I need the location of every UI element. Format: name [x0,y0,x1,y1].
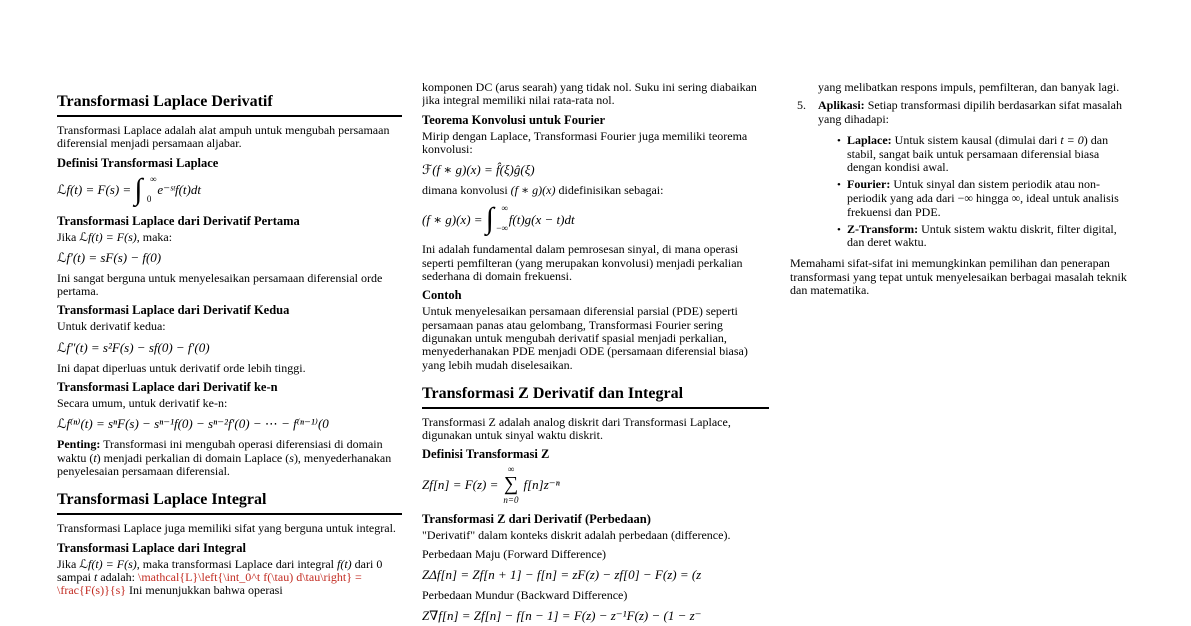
bold-label: Penting: [57,437,101,452]
formula-first-derivative: ℒf′(t) = sF(s) − f(0) [57,249,162,265]
text-run: ), menyederhanakan penyelesaian persamaan diferensial. [57,450,392,478]
formula-convolution-integral [422,202,769,236]
text-run: Jika [57,229,80,244]
transform-bullet-list [837,134,1135,250]
paragraph-integral-intro: Transformasi Laplace juga memiliki sifat yang berguna untuk integral. [57,521,396,536]
integral-icon: ∫ [134,172,143,206]
formula-z-definition [422,464,769,505]
text-run: ) dan stabil, sangat baik untuk persamaan diferensial biasa dengan kondisi awal. [847,132,1109,175]
formula-rhs: e⁻ˢᵗf(t)dt [157,182,201,198]
formula-second-derivative: ℒf″(t) = s²F(s) − sf(0) − f′(0) [57,339,210,355]
text-run: dari 0 sampai [57,556,383,584]
text-run: , maka: [136,229,173,244]
sum-upper-limit: ∞ [507,464,515,475]
bold-label: Z-Transform: [847,221,919,236]
list-item-5 [790,99,1135,126]
paragraph-note: Ini sangat berguna untuk menyelesaikan persamaan diferensial orde pertama. [57,270,383,299]
paragraph-penting [57,438,402,478]
sum-operator [503,464,518,505]
formula-lhs: (f ∗ g)(x) = [422,211,483,227]
formula-fourier-convolution: ℱ(f ∗ g)(x) = f̂(ξ)ĝ(ξ) [422,162,535,178]
latex-code-error-text: \mathcal{L}\left{\int_0^t f(\tau) d\tau\right} = \frac{F(s)}{s} [57,569,362,598]
integral-operator [131,173,157,207]
paragraph-intro: Transformasi Laplace adalah alat ampuh untuk mengubah persamaan diferensial menjadi persamaan aljabar. [57,123,390,151]
inline-math: t [93,450,97,465]
text-run: Untuk sistem kausal (dimulai dari [891,132,1061,147]
formula-rhs: f[n]z⁻ⁿ [523,477,560,493]
paragraph-secara-umum: Secara umum, untuk derivatif ke-n: [57,396,228,411]
list-item-fourier [837,178,1135,219]
section-heading-laplace-integral: Transformasi Laplace Integral [57,491,402,515]
inline-math: (f ∗ g)(x) [510,183,556,198]
integral-operator [483,202,509,236]
formula-rhs: f(t)g(x − t)dt [508,211,575,227]
list-item-z-transform [837,223,1135,251]
paragraph-z-intro: Transformasi Z adalah analog diskrit dari Transformasi Laplace, digunakan untuk sinyal waktu diskrit. [422,414,731,443]
paragraph-jika-maka [57,231,402,244]
paragraph-note: Ini dapat diperluas untuk derivatif orde lebih tinggi. [57,360,306,375]
list-item-laplace [837,134,1135,175]
text-run: didefinisikan sebagai: [555,183,664,198]
bullet-icon: • [837,223,841,236]
inline-math: f(t) [337,556,352,571]
column-2 [422,81,769,626]
formula-forward-difference: ZΔf[n] = Zf[n + 1] − f[n] = zF(z) − zf[0] − F(z) = (z [422,567,702,583]
formula-nth-derivative: ℒf⁽ⁿ⁾(t) = sⁿF(s) − sⁿ⁻¹f(0) − sⁿ⁻²f′(0) − ⋯ − f⁽ⁿ⁻¹⁾(0 [57,416,329,432]
paragraph-closing: Memahami sifat-sifat ini memungkinkan pemilihan dan penerapan transformasi yang tepat untuk menyelesaikan berbagai masalah teknik dan matematika. [790,256,1127,297]
integral-icon: ∫ [485,202,494,236]
subheading-laplace-dari-integral: Transformasi Laplace dari Integral [57,540,246,555]
section-heading-laplace-derivatif: Transformasi Laplace Derivatif [57,93,402,117]
subheading-definisi-z: Definisi Transformasi Z [422,447,550,462]
paragraph-mirip-laplace: Mirip dengan Laplace, Transformasi Fourier juga memiliki teorema konvolusi: [422,128,748,156]
paragraph-integral-latex [57,558,402,598]
integral-upper-limit: ∞ [150,173,157,184]
bold-label: Fourier: [847,177,891,192]
formula-laplace-definition [57,173,402,207]
subheading-derivatif-ke-n: Transformasi Laplace dari Derivatif ke-n [57,380,278,395]
paragraph-dc-component: komponen DC (arus searah) yang tidak nol. Suku ini sering diabaikan jika integral memiliki nilai rata-rata nol. [422,81,757,108]
sum-icon: ∑ [503,473,519,496]
section-heading-transformasi-z: Transformasi Z Derivatif dan Integral [422,385,769,409]
formula-backward-difference: Z∇f[n] = Zf[n] − f[n − 1] = F(z) − z⁻¹F(z) − (1 − z⁻ [422,608,702,624]
paragraph-contoh: Untuk menyelesaikan persamaan diferensial parsial (PDE) seperti persamaan panas atau gelombang, Transformasi Fourier sering digunakan untuk mengubah derivatif spasial menjadi perkalian, menyederhanakan PDE menjadi ODE (persamaan diferensial biasa) yang lebih mudah diselesaikan. [422,304,748,372]
paragraph-backward-difference: Perbedaan Mundur (Backward Difference) [422,588,628,603]
text-run: Jika [57,556,80,571]
text-run: adalah: [97,569,138,584]
text-run: Untuk sinyal dan sistem periodik atau non-periodik yang ada dari −∞ hingga ∞, ideal untuk analisis frekuensi dan PDE. [847,177,1119,219]
paragraph-dimana-konvolusi [422,184,769,197]
text-run: dimana konvolusi [422,183,511,198]
inline-math: s [289,450,294,465]
bullet-icon: • [837,134,841,147]
paragraph-list-continuation: yang melibatkan respons impuls, pemfilteran, dan banyak lagi. [818,81,1120,94]
integral-lower-limit: 0 [146,193,152,204]
formula-lhs: ℒf(t) = F(s) = [57,182,132,198]
paragraph-untuk-derivatif-kedua: Untuk derivatif kedua: [57,319,166,334]
text-run: Transformasi ini mengubah operasi diferensiasi di domain waktu ( [57,437,383,465]
subheading-contoh: Contoh [422,288,462,303]
column-1 [57,93,402,626]
sum-lower-limit: n=0 [503,495,519,506]
list-item-number: 5. [797,98,806,113]
text-run: Ini menunjukkan bahwa operasi [126,583,283,598]
formula-lhs: Zf[n] = F(z) = [422,477,499,493]
text-run: Setiap transformasi dipilih berdasarkan sifat masalah yang dihadapi: [818,98,1122,126]
subheading-z-derivatif: Transformasi Z dari Derivatif (Perbedaan) [422,512,651,527]
column-3 [790,81,1135,626]
subheading-derivatif-pertama: Transformasi Laplace dari Derivatif Pertama [57,213,300,228]
bullet-icon: • [837,179,841,192]
bold-label: Aplikasi: [818,98,865,113]
bold-label: Laplace: [847,132,892,147]
text-run: ) menjadi perkalian di domain Laplace ( [96,450,290,465]
inline-math: ℒf(t) = F(s) [79,229,137,244]
integral-upper-limit: ∞ [501,203,508,214]
text-run: , maka transformasi Laplace dari integral [136,556,337,571]
text-run: Untuk sistem waktu diskrit, filter digital, dan deret waktu. [847,221,1117,250]
paragraph-fundamental: Ini adalah fundamental dalam pemrosesan sinyal, di mana operasi seperti pemfilteran (yang merupakan konvolusi) menjadi perkalian sederhana di domain frekuensi. [422,242,743,284]
subheading-definisi-laplace: Definisi Transformasi Laplace [57,155,219,170]
subheading-teorema-konvolusi: Teorema Konvolusi untuk Fourier [422,112,606,127]
paragraph-derivatif-diskrit: "Derivatif" dalam konteks diskrit adalah perbedaan (difference). [422,528,731,543]
subheading-derivatif-kedua: Transformasi Laplace dari Derivatif Kedua [57,303,290,318]
paragraph-forward-difference: Perbedaan Maju (Forward Difference) [422,546,607,561]
inline-math: ℒf(t) = F(s) [79,556,137,571]
inline-math: t = 0 [1060,132,1084,147]
inline-math: t [94,569,98,584]
integral-lower-limit: −∞ [496,223,508,234]
